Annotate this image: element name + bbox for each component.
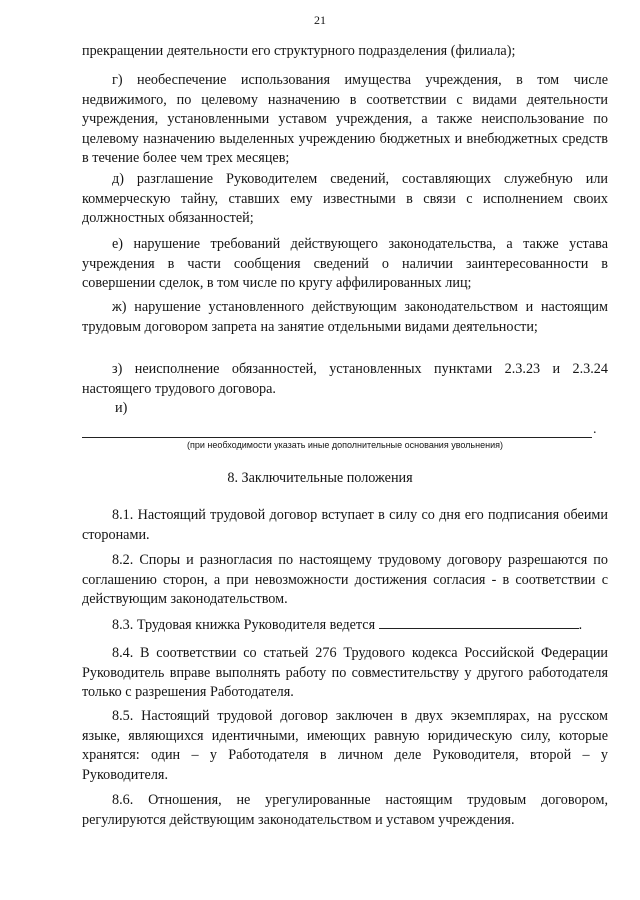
- paragraph-item-zh: ж) нарушение установленного действующим законодательством и настоящим трудовым договором запрета на занятие отдельными видами деятельности;: [82, 299, 608, 335]
- fill-in-line: [82, 437, 592, 438]
- fill-in-blank: [379, 614, 579, 629]
- paragraph-8-4: 8.4. В соответствии со статьей 276 Трудового кодекса Российской Федерации Руководитель вправе выполнять работу по совместительству у другого работодателя только с разрешения Работодателя.: [82, 645, 608, 700]
- paragraph-8-3: [82, 614, 608, 636]
- page-number: 21: [314, 13, 326, 27]
- section-heading: 8. Заключительные положения: [227, 470, 413, 486]
- paragraph-8-5: 8.5. Настоящий трудовой договор заключен в двух экземплярах, на русском языке, являющихся идентичными, имеющих равную юридическую силу, которые хранятся: один – у Работодателя в личном деле Руководителя, второй – у Руководителя.: [82, 708, 608, 783]
- paragraph-8-2: 8.2. Споры и разногласия по настоящему трудовому договору разрешаются по соглашению сторон, а при невозможности достижения согласия - в соответствии с действующим законодательством.: [82, 552, 608, 607]
- fill-in-line-period: .: [593, 422, 597, 437]
- paragraph-item-z: з) неисполнение обязанностей, установленных пунктами 2.3.23 и 2.3.24 настоящего трудового договора.: [82, 361, 608, 397]
- paragraph-item-d: д) разглашение Руководителем сведений, составляющих служебную или коммерческую тайну, ставших ему известными в связи с исполнением своих должностных обязанностей;: [82, 171, 608, 226]
- paragraph-8-6: 8.6. Отношения, не урегулированные настоящим трудовым договором, регулируются действующим законодательством и уставом учреждения.: [82, 792, 608, 828]
- paragraph-item-e: е) нарушение требований действующего законодательства, а также устава учреждения в части сообщения сведений о наличии заинтересованности в совершении сделок, в том числе по кругу аффилированных лиц;: [82, 236, 608, 291]
- paragraph-item-i: и): [115, 400, 128, 416]
- paragraph-item-g: г) необеспечение использования имущества учреждения, в том числе недвижимого, по целевому назначению в соответствии с видами деятельности учреждения, установленными уставом учреждения, а также неиспользование по целевому назначению выделенных учреждению бюджетных и внебюджетных средств в течение более чем трех месяцев;: [82, 72, 608, 166]
- paragraph-8-1: 8.1. Настоящий трудовой договор вступает в силу со дня его подписания обеими сторонами.: [82, 507, 608, 543]
- paragraph-8-3-end: .: [578, 617, 583, 633]
- fill-in-note: (при необходимости указать иные дополнительные основания увольнения): [187, 440, 503, 450]
- paragraph-continuation: прекращении деятельности его структурного подразделения (филиала);: [82, 43, 516, 59]
- paragraph-8-3-text: 8.3. Трудовая книжка Руководителя ведется: [112, 617, 376, 633]
